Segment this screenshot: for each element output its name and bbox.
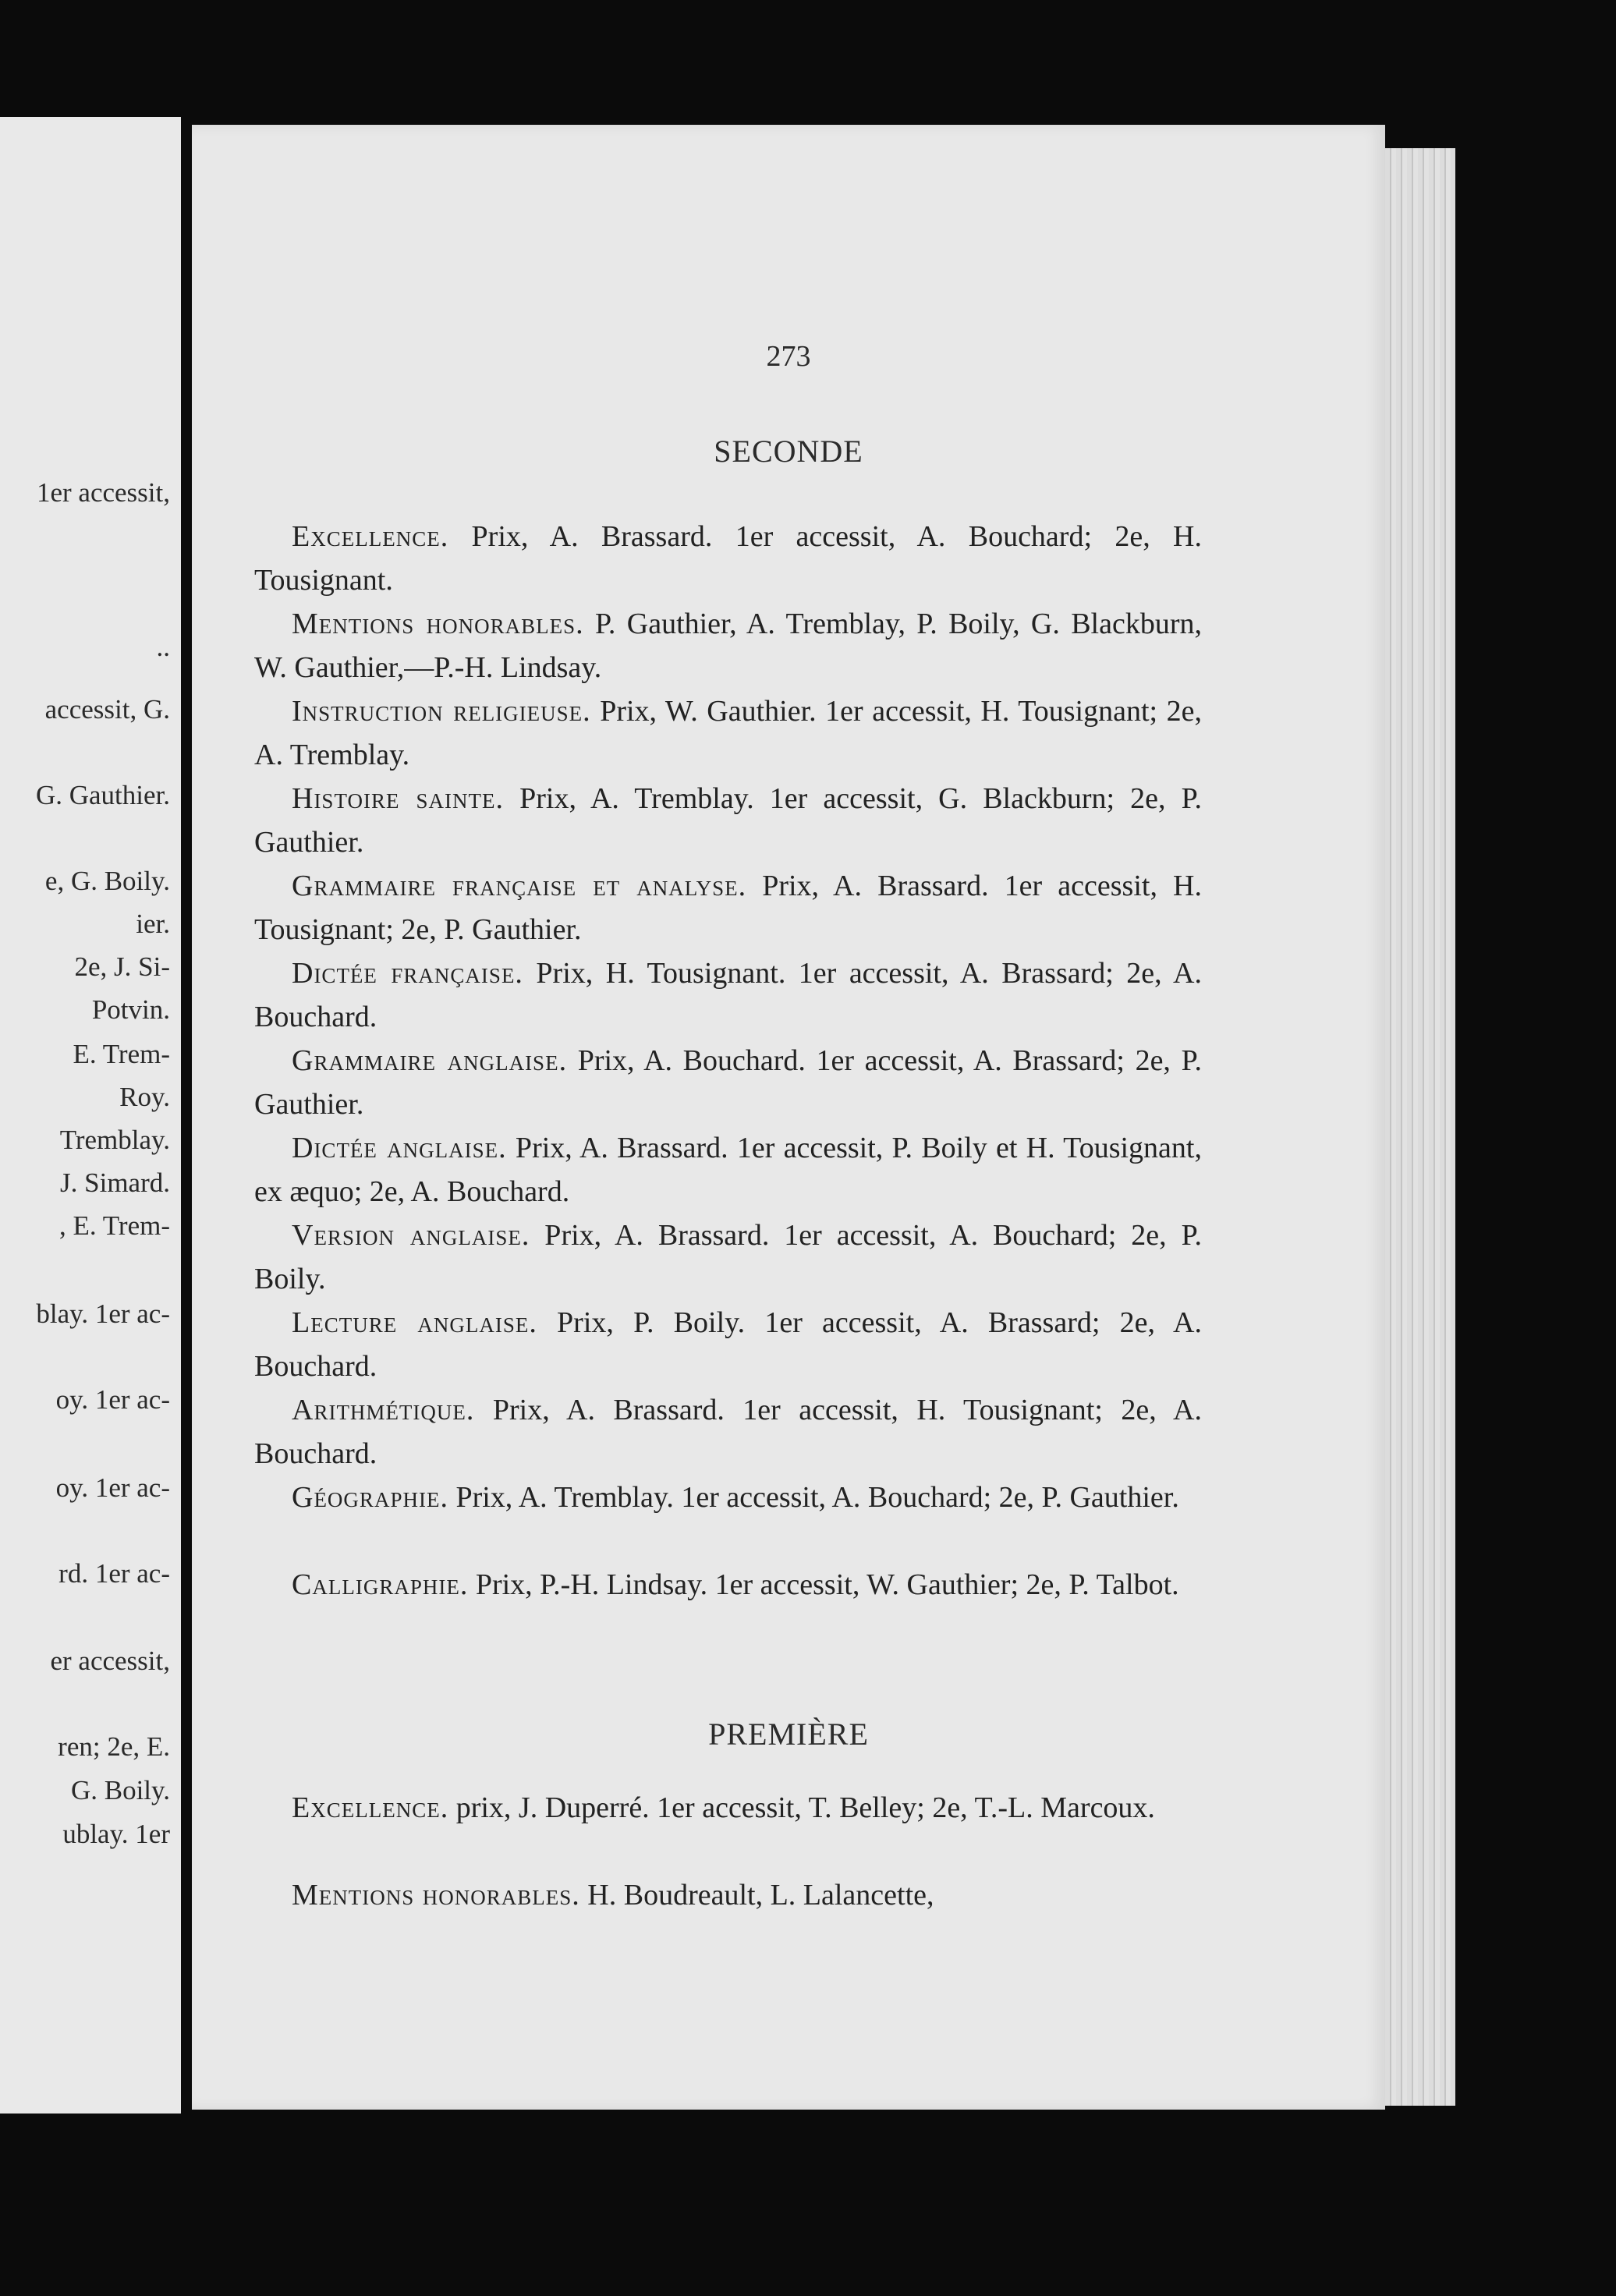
award-text: Prix, A. Brassard. 1er accessit, H. Tousignant; 2e, A. Bouchard.: [254, 1394, 1202, 1470]
award-category: Dictée anglaise.: [292, 1132, 507, 1164]
left-line: 2e, J. Si-: [74, 951, 170, 982]
left-line: Roy.: [119, 1082, 170, 1112]
section-heading: PREMIÈRE: [708, 1717, 869, 1752]
award-category: Excellence.: [292, 520, 449, 553]
left-line: 1er accessit,: [36, 477, 170, 508]
award-entry: [254, 777, 1202, 864]
award-category: Géographie.: [292, 1481, 448, 1514]
award-entry: [254, 1873, 1202, 1917]
left-line: ier.: [136, 909, 170, 939]
left-line: E. Trem-: [73, 1039, 170, 1069]
award-text: Prix, H. Tousignant. 1er accessit, A. Brassard; 2e, A. Bouchard.: [254, 957, 1202, 1033]
award-text: H. Boudreault, L. Lalancette,: [579, 1879, 934, 1912]
award-text: prix, J. Duperré. 1er accessit, T. Belley; 2e, T.-L. Marcoux.: [448, 1791, 1155, 1824]
left-line: e, G. Boily.: [44, 866, 170, 896]
left-line: er accessit,: [50, 1646, 170, 1676]
award-text: Prix, A. Brassard. 1er accessit, A. Bouchard; 2e, P. Boily.: [254, 1219, 1202, 1295]
award-text: Prix, W. Gauthier. 1er accessit, H. Tousignant; 2e, A. Tremblay.: [254, 695, 1202, 771]
award-text: Prix, A. Brassard. 1er accessit, H. Tousignant; 2e, P. Gauthier.: [254, 870, 1203, 946]
award-text: Prix, A. Tremblay. 1er accessit, G. Blackburn; 2e, P. Gauthier.: [254, 782, 1203, 859]
award-entry: [254, 689, 1202, 777]
award-category: Instruction religieuse.: [292, 695, 591, 728]
left-line: , E. Trem-: [59, 1210, 170, 1241]
award-entry: [254, 515, 1202, 602]
award-text: Prix, P. Boily. 1er accessit, A. Brassard; 2e, A. Bouchard.: [254, 1306, 1202, 1383]
left-line: ublay. 1er: [62, 1819, 170, 1849]
award-category: Excellence.: [292, 1791, 449, 1824]
left-line: ..: [156, 632, 170, 662]
award-category: Mentions honorables.: [292, 608, 584, 640]
award-category: Histoire sainte.: [292, 782, 505, 815]
page-edge: [1385, 148, 1455, 2106]
award-text: Prix, A. Brassard. 1er accessit, P. Boily et H. Tousignant, ex æquo; 2e, A. Bouchard.: [254, 1132, 1202, 1208]
award-text: Prix, A. Tremblay. 1er accessit, A. Bouchard; 2e, P. Gauthier.: [448, 1481, 1179, 1514]
left-line: blay. 1er ac-: [36, 1299, 170, 1329]
award-entry: [254, 1126, 1202, 1214]
section-heading: SECONDE: [714, 434, 863, 469]
award-text: Prix, P.-H. Lindsay. 1er accessit, W. Gauthier; 2e, P. Talbot.: [468, 1568, 1179, 1601]
award-category: Mentions honorables.: [292, 1879, 580, 1912]
left-line: rd. 1er ac-: [58, 1558, 170, 1589]
award-category: Arithmétique.: [292, 1394, 475, 1426]
award-category: Dictée française.: [292, 957, 523, 990]
award-entry: [254, 602, 1202, 689]
award-category: Grammaire anglaise.: [292, 1044, 568, 1077]
award-entry: [254, 1563, 1202, 1607]
award-entry: [254, 864, 1202, 951]
left-line: oy. 1er ac-: [55, 1472, 170, 1503]
award-entry: [254, 1039, 1202, 1126]
award-entry: [254, 1388, 1202, 1476]
page-number: 273: [766, 340, 811, 373]
left-line: J. Simard.: [60, 1167, 170, 1198]
award-category: Grammaire française et analyse.: [292, 870, 747, 902]
previous-page-fragment: [0, 117, 181, 2114]
award-entry: [254, 1301, 1202, 1388]
left-line: ren; 2e, E.: [58, 1731, 170, 1762]
award-entry: [254, 951, 1202, 1039]
left-line: oy. 1er ac-: [55, 1384, 170, 1415]
award-text: Prix, A. Brassard. 1er accessit, A. Bouchard; 2e, H. Tousignant.: [254, 520, 1202, 597]
book-page: [192, 125, 1385, 2110]
left-line: Potvin.: [91, 994, 170, 1025]
left-line: G. Boily.: [70, 1775, 170, 1805]
left-line: Tremblay.: [59, 1125, 170, 1155]
left-line: accessit, G.: [44, 694, 170, 725]
left-line: G. Gauthier.: [35, 780, 170, 810]
award-category: Version anglaise.: [292, 1219, 530, 1252]
award-category: Lecture anglaise.: [292, 1306, 537, 1339]
award-entry: [254, 1786, 1202, 1830]
award-entry: [254, 1476, 1202, 1519]
award-category: Calligraphie.: [292, 1568, 469, 1601]
award-text: Prix, A. Bouchard. 1er accessit, A. Brassard; 2e, P. Gauthier.: [254, 1044, 1202, 1121]
award-text: P. Gauthier, A. Tremblay, P. Boily, G. Blackburn, W. Gauthier,—P.-H. Lindsay.: [254, 608, 1202, 684]
award-entry: [254, 1214, 1202, 1301]
